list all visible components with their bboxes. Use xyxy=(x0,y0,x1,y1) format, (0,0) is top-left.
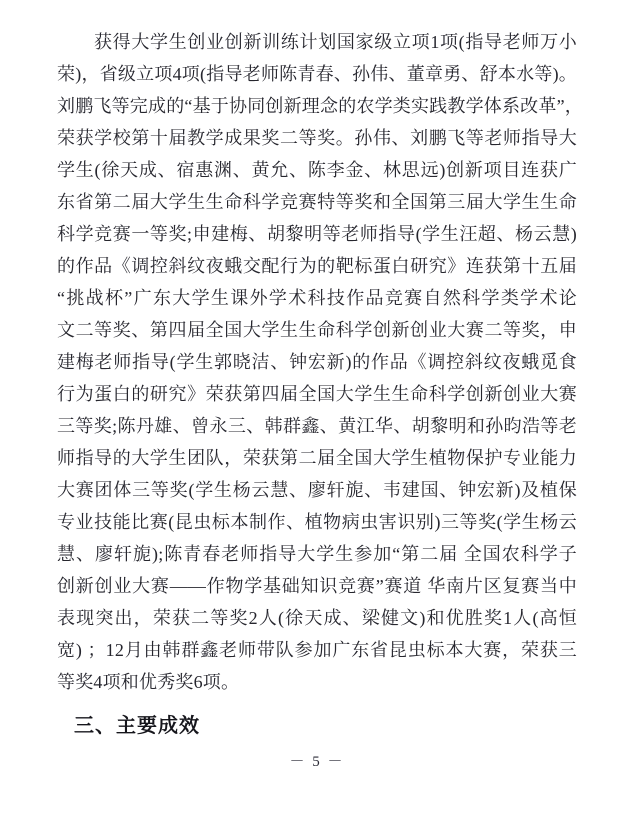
body-line: 大赛团体三等奖(学生杨云慧、廖轩旎、韦建国、钟宏新)及植保 xyxy=(57,480,577,500)
body-line: 东省第二届大学生生命科学竞赛特等奖和全国第三届大学生生命 xyxy=(57,192,577,212)
body-line: 荣)，省级立项4项(指导老师陈青春、孙伟、董章勇、舒本水等)。 xyxy=(57,64,577,84)
body-line: 科学竞赛一等奖;申建梅、胡黎明等老师指导(学生汪超、杨云慧) xyxy=(57,224,577,244)
body-line: 荣获学校第十届教学成果奖二等奖。孙伟、刘鹏飞等老师指导大 xyxy=(57,128,577,148)
page-number: － 5 － xyxy=(289,754,345,770)
body-line: 等奖4项和优秀奖6项。 xyxy=(57,672,240,692)
body-line: 师指导的大学生团队，荣获第二届全国大学生植物保护专业能力 xyxy=(57,448,577,468)
body-line: 的作品《调控斜纹夜蛾交配行为的靶标蛋白研究》连获第十五届 xyxy=(57,256,577,276)
body-line: 三等奖;陈丹雄、曾永三、韩群鑫、黄江华、胡黎明和孙昀浩等老 xyxy=(57,416,577,436)
body-line: 表现突出，荣获二等奖2人(徐天成、梁健文)和优胜奖1人(高恒 xyxy=(57,608,577,628)
body-line: 慧、廖轩旎);陈青春老师指导大学生参加“第二届 全国农科学子 xyxy=(57,544,577,564)
body-line: 刘鹏飞等完成的“基于协同创新理念的农学类实践教学体系改革”， xyxy=(57,96,583,116)
body-line: 获得大学生创业创新训练计划国家级立项1项(指导老师万小 xyxy=(94,32,577,52)
body-line: 专业技能比赛(昆虫标本制作、植物病虫害识别)三等奖(学生杨云 xyxy=(57,512,577,532)
body-line: 学生(徐天成、宿惠渊、黄允、陈李金、林思远)创新项目连获广 xyxy=(57,160,577,180)
body-line: 宽) ；12月由韩群鑫老师带队参加广东省昆虫标本大赛，荣获三 xyxy=(57,640,577,660)
body-line: 建梅老师指导(学生郭晓洁、钟宏新)的作品《调控斜纹夜蛾觅食 xyxy=(57,352,577,372)
body-line: “挑战杯”广东大学生课外学术科技作品竞赛自然科学类学术论 xyxy=(57,288,577,308)
body-line: 文二等奖、第四届全国大学生生命科学创新创业大赛二等奖，申 xyxy=(57,320,577,340)
body-line: 行为蛋白的研究》荣获第四届全国大学生生命科学创新创业大赛 xyxy=(57,384,577,404)
section-heading: 三、主要成效 xyxy=(74,715,200,737)
document-body xyxy=(57,26,583,772)
body-line: 创新创业大赛——作物学基础知识竞赛”赛道 华南片区复赛当中 xyxy=(57,576,577,596)
